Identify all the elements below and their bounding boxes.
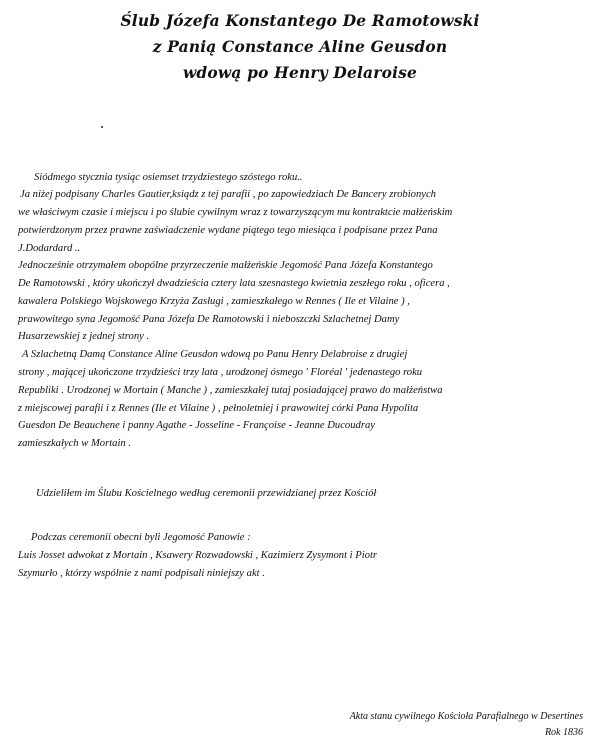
- title-line-3: wdową po Henry Delaroise: [182, 63, 418, 82]
- body-line: De Ramotowski , który ukończył dwadzieścia cztery lata szesnastego kwietnia zeszłego roku , oficera ,: [18, 278, 450, 289]
- footer-source: Akta stanu cywilnego Kościoła Parafialnego w Desertines: [349, 711, 583, 722]
- body-line: J.Dodardard ..: [18, 243, 81, 254]
- title-line-2: z Panią Constance Aline Geusdon: [152, 37, 448, 56]
- body-line: Republiki . Urodzonej w Mortain ( Manche ) , zamieszkałej tutaj posiadającej prawo do małżeństwa: [18, 385, 443, 396]
- body-line: Udzieliłem im Ślubu Kościelnego według ceremonii przewidzianej przez Kościół: [36, 488, 377, 499]
- body-line: potwierdzonym przez prawne zaświadczenie wydane piątego tego miesiąca i podpisane przez Pana: [18, 225, 438, 236]
- body-line: prawowitego syna Jegomość Pana Józefa De Ramotowski i nieboszczki Szlachetnej Damy: [18, 314, 400, 325]
- title-line-1: Ślub Józefa Konstantego De Ramotowski: [120, 11, 480, 30]
- document-title: [0, 8, 603, 86]
- body-line: Szymurło , którzy wspólnie z nami podpisali niniejszy akt .: [18, 568, 265, 579]
- body-line: z miejscowej parafii i z Rennes (Ile et Vilaine ) , pełnoletniej i prawowitej córki Pana Hypolita: [18, 403, 419, 414]
- body-line: zamieszkałych w Mortain .: [18, 438, 131, 449]
- body-line: Podczas ceremonii obecni byli Jegomość Panowie :: [31, 532, 251, 543]
- body-line: Luis Josset adwokat z Mortain , Ksawery Rozwadowski , Kazimierz Zysymont i Piotr: [18, 550, 378, 561]
- body-line: kawalera Polskiego Wojskowego Krzyża Zasługi , zamieszkałego w Rennes ( Ile et Vilaine ) ,: [18, 296, 410, 307]
- body-line: A Szlachetną Damą Constance Aline Geusdon wdową po Panu Henry Delabroise z drugiej: [22, 349, 408, 360]
- body-line: Guesdon De Beauchene i panny Agathe - Josseline - Françoise - Jeanne Ducoudray: [18, 420, 375, 431]
- body-line: Jednocześnie otrzymałem obopólne przyrzeczenie małżeńskie Jegomość Pana Józefa Konstantego: [18, 260, 433, 271]
- body-line: Siódmego stycznia tysiąc osiemset trzydziestego szóstego roku..: [34, 172, 303, 183]
- stray-dot: [101, 126, 103, 128]
- body-line: strony , mającej ukończone trzydzieści trzy lata , urodzonej ósmego ' Floréal ' jedenastego roku: [18, 367, 423, 378]
- body-line: we właściwym czasie i miejscu i po ślubie cywilnym wraz z towarzyszącym mu kontraktcie małżeńskim: [18, 207, 453, 218]
- body-line: Husarzewskiej z jednej strony .: [18, 331, 150, 342]
- footer-year: Rok 1836: [544, 727, 583, 738]
- body-line: Ja niżej podpisany Charles Gautier,ksiądz z tej parafii , po zapowiedziach De Bancery zrobionych: [20, 189, 436, 200]
